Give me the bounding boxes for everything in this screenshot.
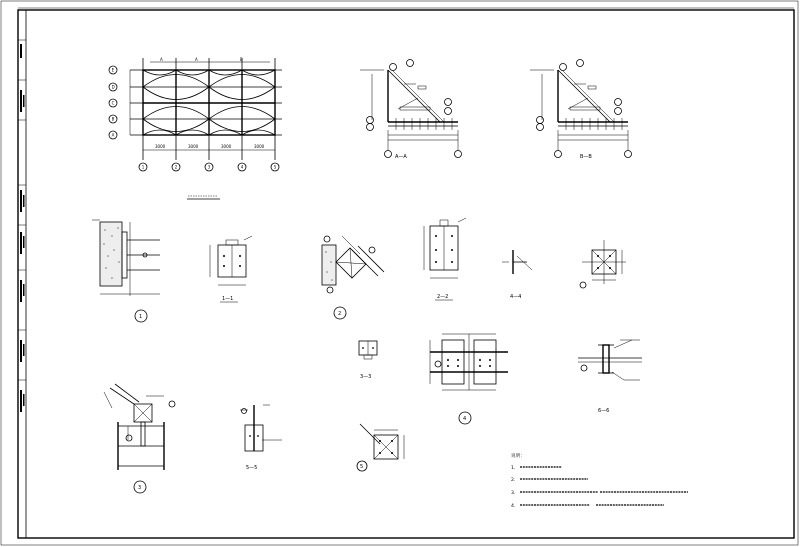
svg-text:3000: 3000 [155,144,166,149]
svg-text:B: B [240,57,243,62]
left-title-strip [18,10,26,538]
plan-title [187,196,220,199]
detail-2 [322,236,384,319]
svg-text:3000: 3000 [254,144,265,149]
note-item: 3. [511,491,516,496]
axis-row-label: B [111,116,115,122]
detail-4-splice [430,334,508,424]
section-label-a-a: A—A [395,154,407,160]
section-label-b-b: B—B [580,154,592,160]
axis-bubbles-cols [139,163,279,171]
section-4-4 [502,250,532,274]
notes-block [511,452,688,509]
section-1-1 [210,236,252,285]
svg-text:3000: 3000 [221,144,232,149]
section-label-4-4: 4—4 [510,294,522,300]
axis-row-label: D [111,84,115,90]
axis-col-label: 5 [273,164,277,170]
section-label-6-6: 6—6 [598,408,610,414]
section-5-5 [240,405,282,451]
section-label-3-3: 3—3 [360,374,372,380]
svg-text:A: A [160,57,163,62]
section-a-a [360,60,462,158]
axis-row-label: C [111,100,115,106]
section-label-1-1: 1—1 [222,296,234,302]
axis-col-label: 3 [207,164,211,170]
axis-bubbles-rows [109,66,117,139]
axis-col-label: 4 [240,164,244,170]
svg-text:3000: 3000 [188,144,199,149]
detail-5-plate [580,240,626,288]
section-2-2 [424,218,466,278]
svg-text:A: A [195,57,198,62]
axis-col-label: 1 [141,164,145,170]
detail-number-2: 2 [338,311,342,317]
section-b-b [530,60,632,158]
axis-row-label: E [111,67,115,73]
brace-plan [130,57,282,160]
section-6-6 [578,340,642,380]
note-item: 4. [511,504,516,509]
section-label-5-5: 5—5 [246,465,258,471]
detail-5 [357,424,404,471]
section-3-3 [359,341,377,359]
detail-number-3: 3 [138,485,142,491]
detail-number-5: 5 [360,464,364,470]
section-label-2-2: 2—2 [437,294,449,300]
detail-number-1: 1 [139,314,143,320]
note-item: 2. [511,478,516,483]
detail-3 [104,384,175,493]
axis-col-label: 2 [174,164,178,170]
detail-number-4: 4 [463,416,467,422]
axis-row-label: A [111,132,115,138]
note-item: 1. [511,466,516,471]
detail-1 [92,220,160,322]
notes-title: 说明： [511,454,525,459]
